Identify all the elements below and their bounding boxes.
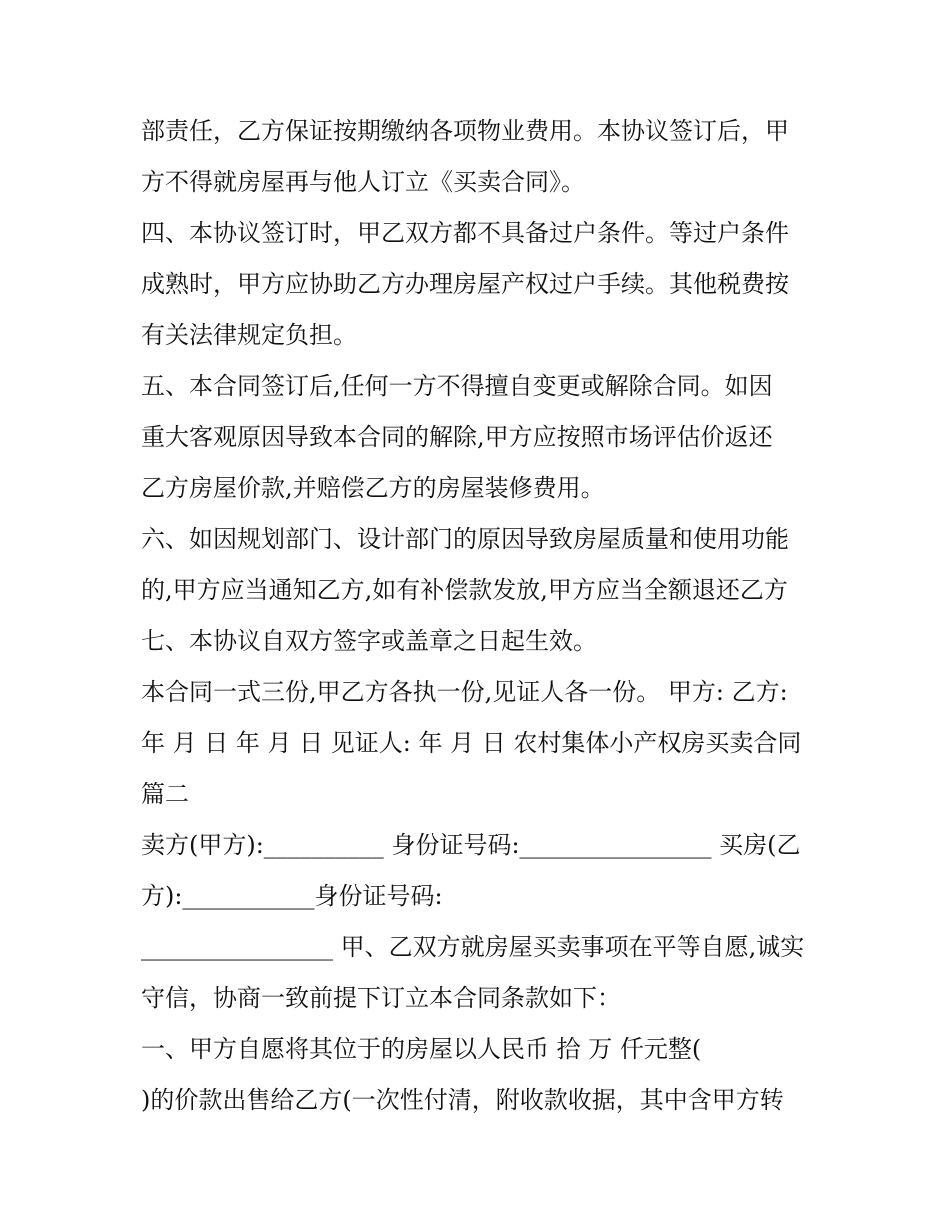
text-line: 四、本协议签订时，甲乙双方都不具备过户条件。等过户条件 [141, 219, 789, 247]
text-line: 方不得就房屋再与他人订立《买卖合同》。 [141, 168, 585, 196]
text-line: 守信，协商一致前提下订立本合同条款如下： [141, 984, 621, 1012]
contract-text [141, 106, 821, 1126]
section-heading: 篇二 [141, 780, 189, 808]
text-line: 五、本合同签订后,任何一方不得擅自变更或解除合同。如因 [141, 372, 773, 400]
text-line: 有关法律规定负担。 [141, 321, 357, 349]
text-line: ________________ 甲、乙双方就房屋买卖事项在平等自愿,诚实 [141, 933, 805, 961]
text-line: 乙方房屋价款,并赔偿乙方的房屋装修费用。 [141, 474, 605, 502]
text-line: 的,甲方应当通知乙方,如有补偿款发放,甲方应当全额退还乙方 [141, 576, 788, 604]
text-line: 年 月 日 年 月 日 见证人: 年 月 日 农村集体小产权房买卖合同 [141, 729, 802, 757]
text-line: 本合同一式三份,甲乙方各执一份,见证人各一份。 甲方: 乙方: [141, 678, 788, 706]
text-line: 方):___________身份证号码: [141, 882, 443, 910]
text-line: )的价款出售给乙方(一次性付清，附收款收据，其中含甲方转 [141, 1086, 784, 1114]
text-line: 部责任，乙方保证按期缴纳各项物业费用。本协议签订后，甲 [141, 117, 789, 145]
text-line: 成熟时，甲方应协助乙方办理房屋产权过户手续。其他税费按 [141, 270, 789, 298]
text-line: 六、如因规划部门、设计部门的原因导致房屋质量和使用功能 [141, 525, 789, 553]
text-line: 七、本协议自双方签字或盖章之日起生效。 [141, 627, 597, 655]
text-line: 卖方(甲方):__________ 身份证号码:________________ 买房(乙 [141, 831, 801, 859]
text-line: 一、甲方自愿将其位于的房屋以人民币 拾 万 仟元整( [141, 1035, 702, 1063]
text-line: 重大客观原因导致本合同的解除,甲方应按照市场评估价返还 [141, 423, 773, 451]
